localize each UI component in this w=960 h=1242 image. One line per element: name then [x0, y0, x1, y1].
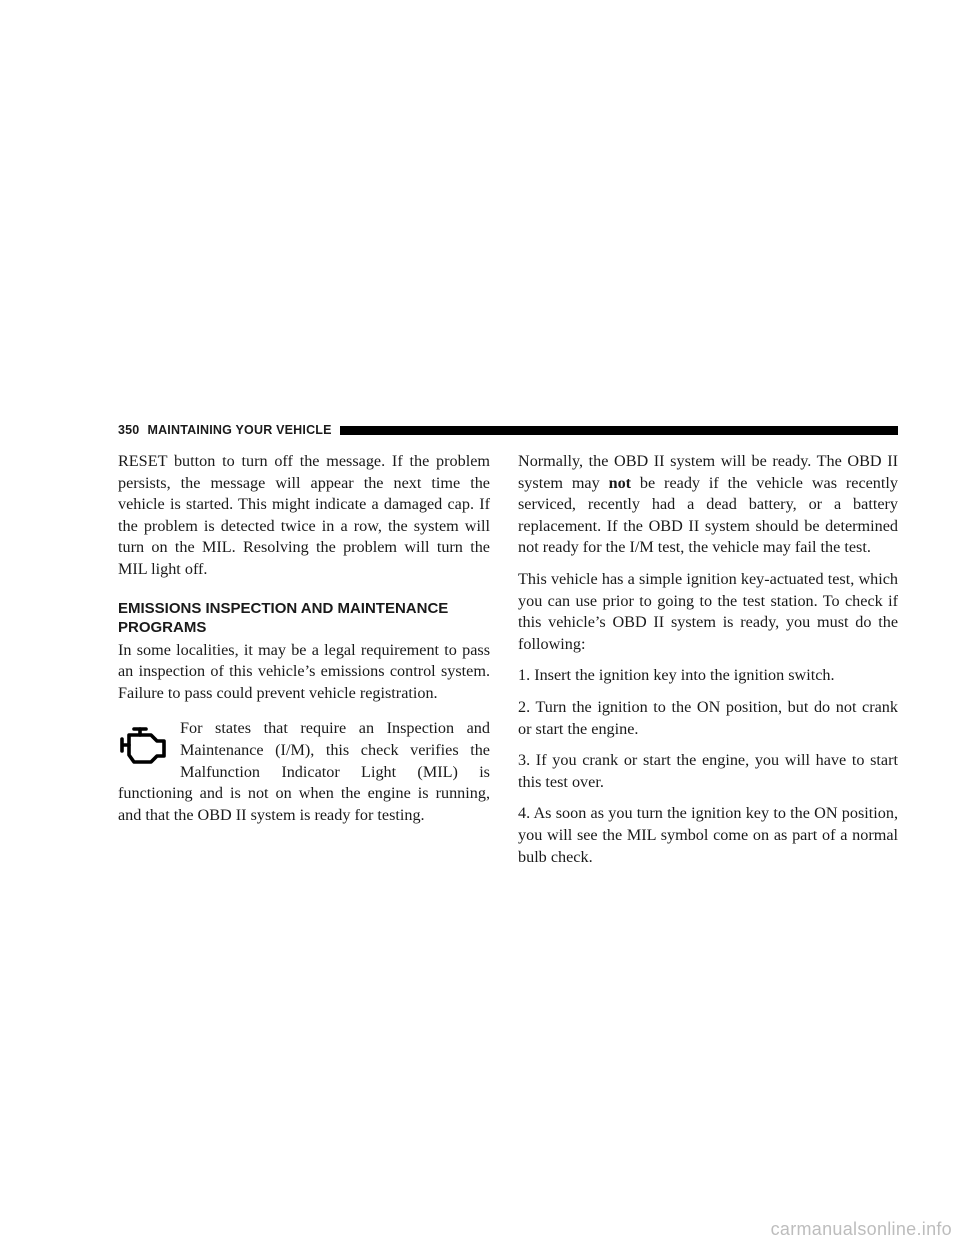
- inspection-paragraph: For states that require an Inspection and Maintenance (I/M), this check verifies the Malfunction Indicator Light (MIL) is functioning and is not on when the engine is running, and that the OBD II system is ready for testing.: [118, 719, 490, 824]
- obd-ready-text-a: Normally, the OBD II system will be ready. The OBD II system may: [518, 452, 898, 492]
- reset-paragraph: RESET button to turn off the message. If the problem persists, the message will appear the next time the vehicle is started. This might indicate a damaged cap. If the problem is detected twice in a row, the system will turn on the MIL. Resolving the problem will turn the MIL light off.: [118, 452, 490, 578]
- watermark: carmanualsonline.info: [770, 1219, 952, 1239]
- obd-ready-paragraph: [518, 451, 898, 559]
- step-4: 4. As soon as you turn the ignition key to the ON position, you will see the MIL symbol come on as part of a normal bulb check.: [518, 804, 898, 866]
- page-header: [118, 420, 898, 440]
- legal-requirement-paragraph: In some localities, it may be a legal requirement to pass an inspection of this vehicle’s emissions control system. Failure to pass could prevent vehicle registration.: [118, 640, 490, 702]
- key-test-paragraph: This vehicle has a simple ignition key-actuated test, which you can use prior to going to the test station. To check if this vehicle’s OBD II system is ready, you must do the following:: [518, 569, 898, 653]
- mil-block: [118, 718, 490, 826]
- engine-check-icon: [118, 722, 168, 768]
- header-rule: [340, 426, 898, 435]
- step-3: 3. If you crank or start the engine, you will have to start this test over.: [518, 751, 898, 791]
- step-1: 1. Insert the ignition key into the ignition switch.: [518, 666, 835, 685]
- section-title: MAINTAINING YOUR VEHICLE: [147, 423, 332, 437]
- step-2: 2. Turn the ignition to the ON position, but do not crank or start the engine.: [518, 697, 898, 738]
- page-number: 350: [118, 423, 140, 437]
- obd-ready-bold: not: [608, 473, 632, 492]
- obd-ready-text-b: be ready if the vehicle was recently serviced, recently had a dead battery, or a battery replacement. If the OBD II system should be determined not ready for the I/M test, the vehicle may fail the test.: [518, 473, 898, 557]
- emissions-heading: EMISSIONS INSPECTION AND MAINTENANCE PROGRAMS: [118, 599, 449, 636]
- left-column: [118, 451, 490, 826]
- right-column: [518, 451, 898, 878]
